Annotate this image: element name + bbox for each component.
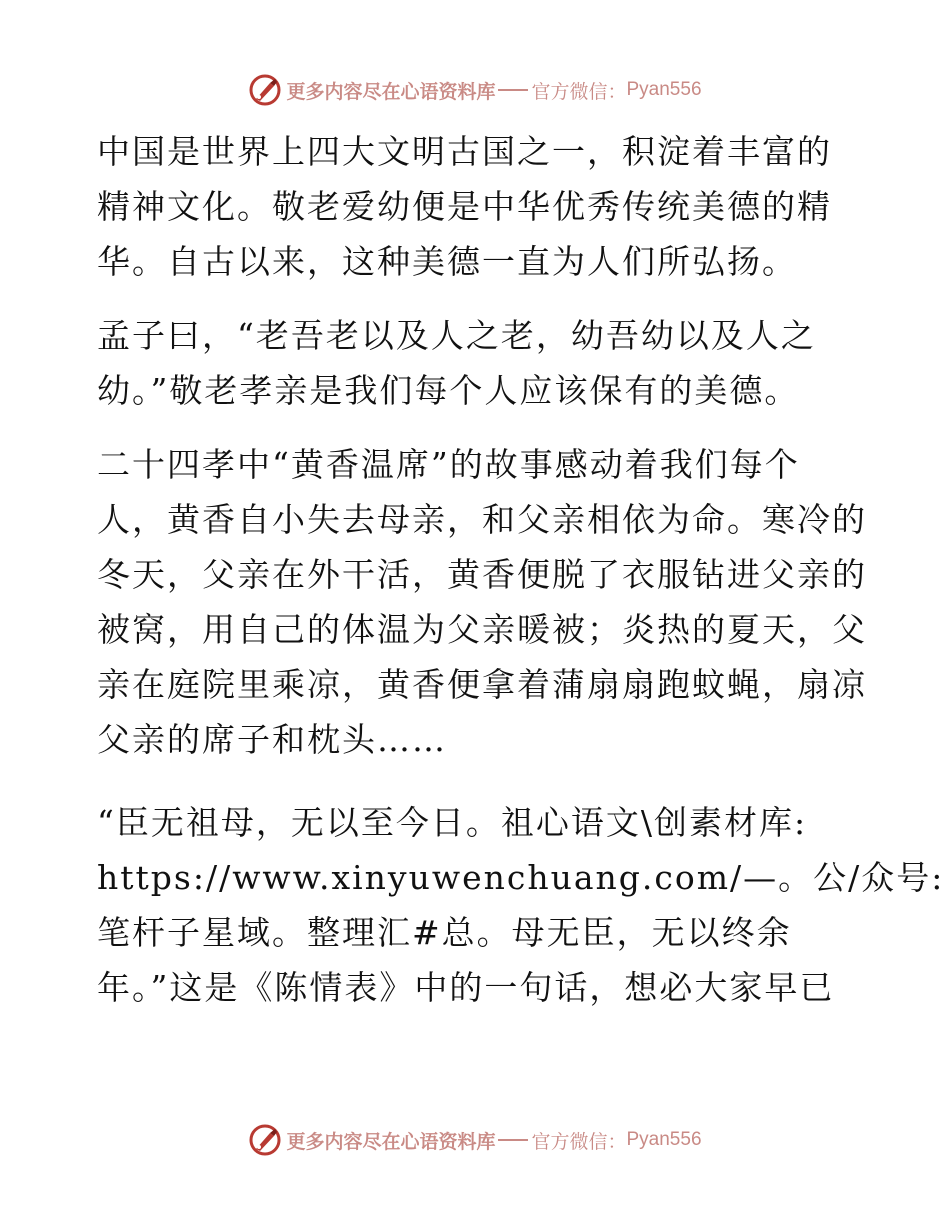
- paragraph-2: [97, 308, 857, 418]
- pen-logo-icon: [248, 1123, 282, 1157]
- document-body: [97, 124, 945, 1015]
- text-line: 亲在庭院里乘凉，黄香便拿着蒲扇扇跑蚊蝇，扇凉: [97, 665, 867, 704]
- paragraph-4: [97, 795, 945, 1015]
- text-line: 孟子曰，“老吾老以及人之老，幼吾幼以及人之: [97, 316, 816, 355]
- footer-wechat-label: 官方微信：: [531, 1130, 627, 1153]
- paragraph-1: [97, 124, 857, 289]
- footer-banner: [0, 1120, 950, 1160]
- text-line: 被窝，用自己的体温为父亲暖被；炎热的夏天，父: [97, 610, 867, 649]
- header-banner: [0, 70, 950, 110]
- text-line: 精神文化。敬老爱幼便是中华优秀传统美德的精: [97, 187, 832, 226]
- header-wechat-label: 官方微信：: [531, 80, 627, 103]
- text-line: 冬天，父亲在外干活，黄香便脱了衣服钻进父亲的: [97, 555, 867, 594]
- text-line: 笔杆子星域。整理汇#总。母无臣，无以终余: [97, 913, 792, 952]
- text-line: 年。”这是《陈情表》中的一句话，想必大家早已: [97, 968, 835, 1007]
- header-wechat-account: Pyan556: [626, 79, 702, 100]
- text-line: 华。自古以来，这种美德一直为人们所弘扬。: [97, 242, 797, 281]
- footer-wechat-account: Pyan556: [626, 1129, 702, 1150]
- header-divider: [498, 89, 528, 91]
- paragraph-3: [97, 437, 867, 767]
- text-line: 中国是世界上四大文明古国之一，积淀着丰富的: [97, 132, 832, 171]
- header-banner-text: 更多内容尽在心语资料库: [286, 80, 496, 103]
- text-line: https://www.xinyuwenchuang.com/—。公/众号:: [97, 858, 945, 897]
- text-line: 二十四孝中“黄香温席”的故事感动着我们每个: [97, 445, 800, 484]
- text-line: “臣无祖母，无以至今日。祖心语文\创素材库:: [97, 803, 808, 842]
- text-line: 人，黄香自小失去母亲，和父亲相依为命。寒冷的: [97, 500, 867, 539]
- footer-divider: [498, 1139, 528, 1141]
- pen-logo-icon: [248, 73, 282, 107]
- text-line: 幼。”敬老孝亲是我们每个人应该保有的美德。: [97, 371, 800, 410]
- footer-banner-text: 更多内容尽在心语资料库: [286, 1130, 496, 1153]
- text-line: 父亲的席子和枕头……: [97, 720, 447, 759]
